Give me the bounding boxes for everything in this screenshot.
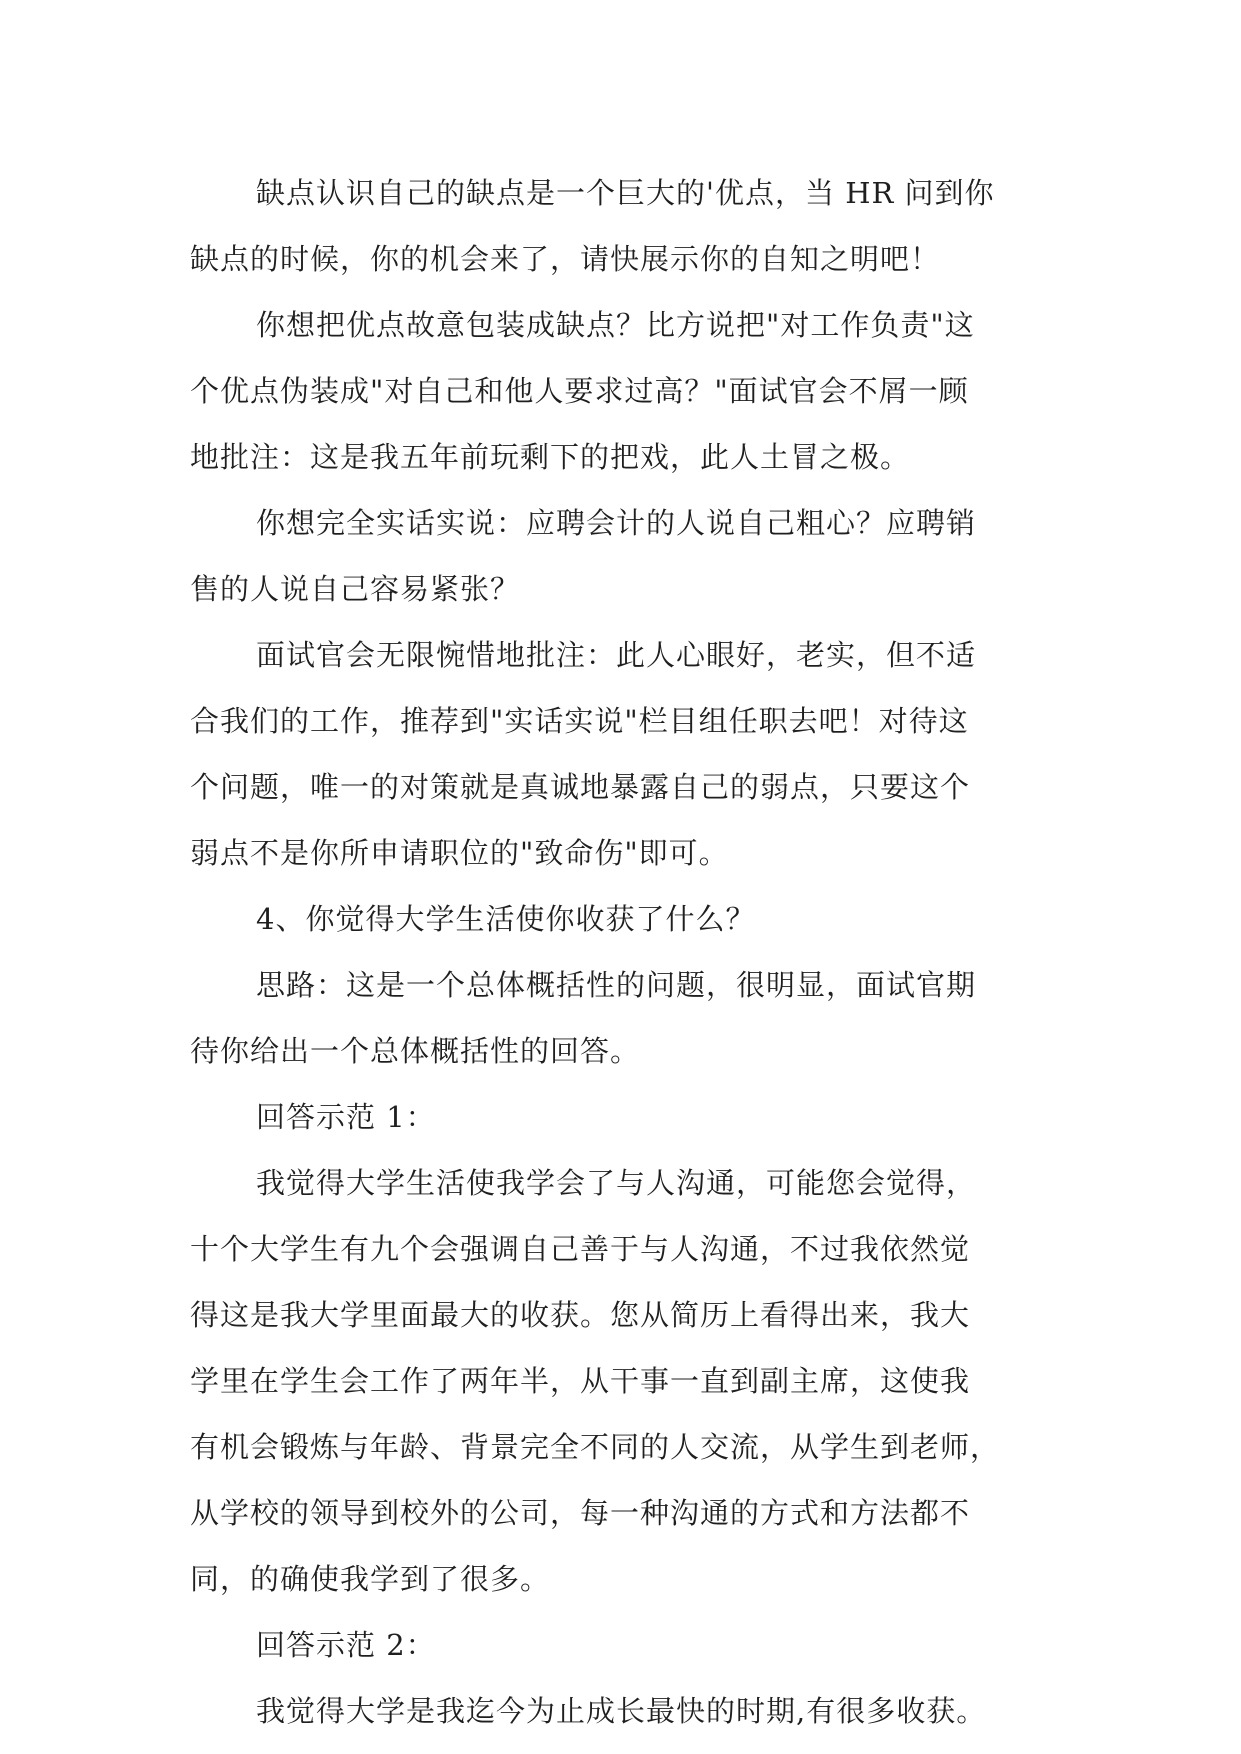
text-line: 待你给出一个总体概括性的回答。 xyxy=(190,1034,641,1068)
text-line: 个优点伪装成"对自己和他人要求过高？"面试官会不屑一顾 xyxy=(190,374,969,408)
text-line: 售的人说自己容易紧张？ xyxy=(190,572,521,606)
text-line: 我觉得大学是我迄今为止成长最快的时期,有很多收获。 xyxy=(256,1694,987,1728)
text-line: 得这是我大学里面最大的收获。您从简历上看得出来，我大 xyxy=(190,1298,971,1332)
document-body xyxy=(190,160,1052,1744)
answer-example-heading: 回答示范 1： xyxy=(256,1100,436,1134)
text-line: 十个大学生有九个会强调自己善于与人沟通，不过我依然觉 xyxy=(190,1232,971,1266)
text-line: 从学校的领导到校外的公司，每一种沟通的方式和方法都不 xyxy=(190,1496,971,1530)
text-line: 思路：这是一个总体概括性的问题，很明显，面试官期 xyxy=(256,968,977,1002)
question-heading: 4、你觉得大学生活使你收获了什么？ xyxy=(256,902,756,936)
text-line: 面试官会无限惋惜地批注：此人心眼好，老实，但不适 xyxy=(256,638,977,672)
text-line: 个问题，唯一的对策就是真诚地暴露自己的弱点，只要这个 xyxy=(190,770,971,804)
text-line: 我觉得大学生活使我学会了与人沟通，可能您会觉得， xyxy=(256,1166,977,1200)
text-line: 同，的确使我学到了很多。 xyxy=(190,1562,551,1596)
text-line: 有机会锻炼与年龄、背景完全不同的人交流，从学生到老师， xyxy=(190,1430,1001,1464)
text-line: 你想把优点故意包装成缺点？比方说把"对工作负责"这 xyxy=(256,308,975,342)
text-line: 缺点的时候，你的机会来了，请快展示你的自知之明吧！ xyxy=(190,242,941,276)
text-line: 你想完全实话实说：应聘会计的人说自己粗心？应聘销 xyxy=(256,506,977,540)
text-line: 地批注：这是我五年前玩剩下的把戏，此人土冒之极。 xyxy=(190,440,911,474)
text-line: 合我们的工作，推荐到"实话实说"栏目组任职去吧！对待这 xyxy=(190,704,969,738)
text-line: 学里在学生会工作了两年半，从干事一直到副主席，这使我 xyxy=(190,1364,971,1398)
text-line: 弱点不是你所申请职位的"致命伤"即可。 xyxy=(190,836,729,870)
text-line: 缺点认识自己的缺点是一个巨大的'优点，当 HR 问到你 xyxy=(256,176,995,210)
answer-example-heading: 回答示范 2： xyxy=(256,1628,436,1662)
